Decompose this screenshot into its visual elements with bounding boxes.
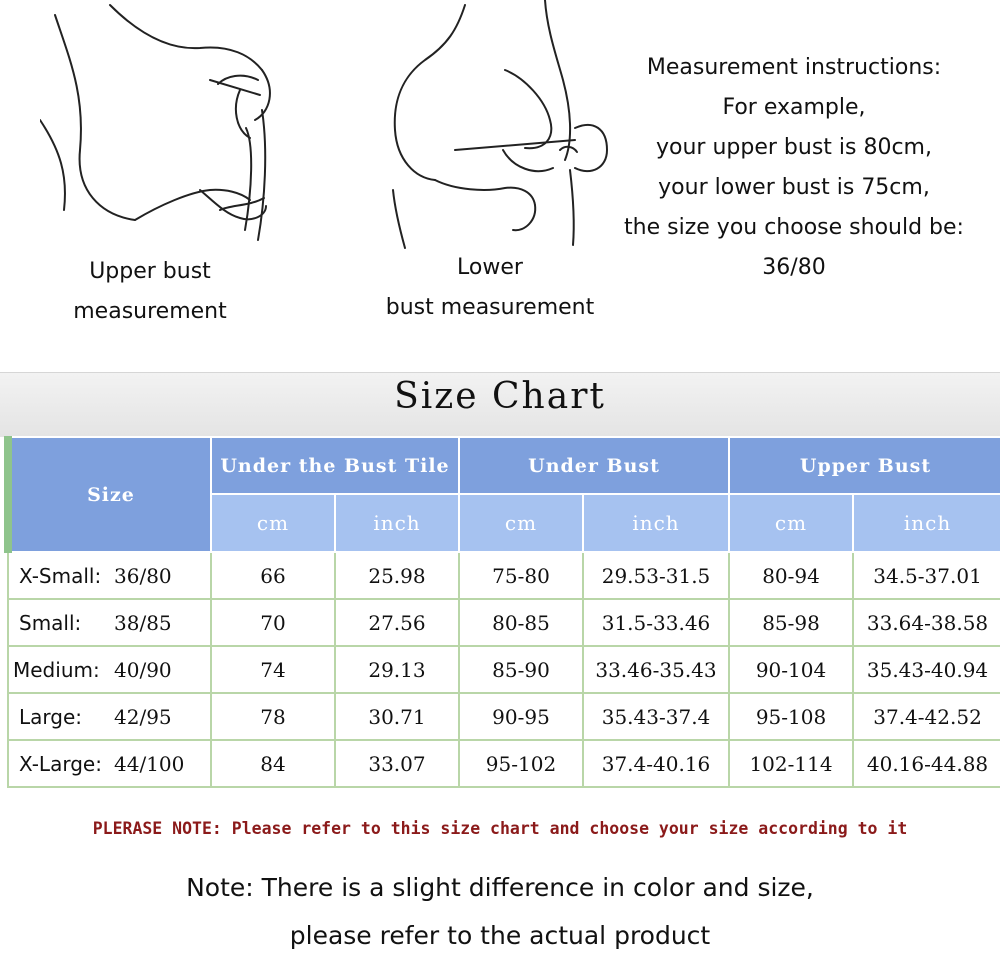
size-label — [8, 693, 211, 740]
table-cell: 95-102 — [459, 740, 583, 787]
please-note: PLERASE NOTE: Please refer to this size chart and choose your size according to it — [92, 819, 908, 838]
table-cell: 102-114 — [729, 740, 853, 787]
table-cell: 74 — [211, 646, 335, 693]
table-cell: 90-95 — [459, 693, 583, 740]
instruction-line: Measurement instructions: — [646, 55, 942, 80]
instruction-line: 36/80 — [762, 255, 826, 280]
size-label — [8, 740, 211, 787]
table-cell: 25.98 — [335, 552, 459, 599]
table-row — [8, 552, 1000, 599]
table-row — [8, 599, 1000, 646]
size-chart-table — [4, 436, 1000, 788]
table-cell: 33.64-38.58 — [853, 599, 1000, 646]
table-cell: 34.5-37.01 — [853, 552, 1000, 599]
table-cell: 80-94 — [729, 552, 853, 599]
size-code: 42/95 — [114, 704, 172, 729]
lower-bust-caption — [360, 248, 620, 328]
size-label — [8, 552, 211, 599]
size-header: Size — [8, 437, 211, 552]
size-code: 38/85 — [114, 610, 172, 635]
size-label — [8, 646, 211, 693]
table-row — [8, 693, 1000, 740]
size-label — [8, 599, 211, 646]
footer-note-line1: Note: There is a slight difference in color and size, — [186, 873, 814, 902]
unit-header: cm — [211, 494, 335, 552]
size-name: X-Small: — [19, 563, 102, 588]
table-cell: 85-90 — [459, 646, 583, 693]
table-cell: 70 — [211, 599, 335, 646]
lower-bust-illustration — [385, 0, 615, 250]
group-header: Under Bust — [459, 437, 729, 494]
table-cell: 85-98 — [729, 599, 853, 646]
instruction-line: the size you choose should be: — [624, 215, 964, 240]
table-cell: 27.56 — [335, 599, 459, 646]
unit-header: cm — [729, 494, 853, 552]
lower-bust-caption-line1: Lower — [457, 255, 523, 280]
unit-header: cm — [459, 494, 583, 552]
size-code: 44/100 — [114, 751, 185, 776]
instruction-line: For example, — [722, 95, 866, 120]
upper-bust-illustration — [40, 0, 290, 250]
size-name: Large: — [19, 704, 83, 729]
table-cell: 37.4-42.52 — [853, 693, 1000, 740]
table-cell: 29.53-31.5 — [583, 552, 729, 599]
table-cell: 35.43-40.94 — [853, 646, 1000, 693]
table-cell: 84 — [211, 740, 335, 787]
table-cell: 80-85 — [459, 599, 583, 646]
size-code: 36/80 — [114, 563, 172, 588]
table-cell: 33.07 — [335, 740, 459, 787]
unit-header: inch — [335, 494, 459, 552]
lower-bust-caption-line2: bust measurement — [385, 295, 595, 320]
measurement-instructions — [598, 48, 990, 288]
table-cell: 90-104 — [729, 646, 853, 693]
table-row — [8, 646, 1000, 693]
table-cell: 66 — [211, 552, 335, 599]
upper-bust-caption-line1: Upper bust — [89, 259, 211, 284]
table-cell: 40.16-44.88 — [853, 740, 1000, 787]
upper-bust-caption — [40, 252, 260, 332]
table-cell: 95-108 — [729, 693, 853, 740]
table-cell: 31.5-33.46 — [583, 599, 729, 646]
table-cell: 37.4-40.16 — [583, 740, 729, 787]
instruction-line: your upper bust is 80cm, — [656, 135, 932, 160]
unit-header: inch — [853, 494, 1000, 552]
size-code: 40/90 — [114, 657, 172, 682]
table-row — [8, 740, 1000, 787]
size-name: Medium: — [13, 657, 100, 682]
size-name: X-Large: — [19, 751, 102, 776]
footer-note-line2: please refer to the actual product — [289, 921, 711, 950]
table-cell: 35.43-37.4 — [583, 693, 729, 740]
table-cell: 29.13 — [335, 646, 459, 693]
instruction-line: your lower bust is 75cm, — [658, 175, 930, 200]
table-cell: 30.71 — [335, 693, 459, 740]
group-header: Under the Bust Tile — [211, 437, 459, 494]
size-name: Small: — [19, 610, 82, 635]
chart-title: Size Chart — [394, 376, 606, 417]
table-cell: 78 — [211, 693, 335, 740]
table-cell: 33.46-35.43 — [583, 646, 729, 693]
upper-bust-caption-line2: measurement — [73, 299, 227, 324]
unit-header: inch — [583, 494, 729, 552]
group-header: Upper Bust — [729, 437, 1000, 494]
table-cell: 75-80 — [459, 552, 583, 599]
